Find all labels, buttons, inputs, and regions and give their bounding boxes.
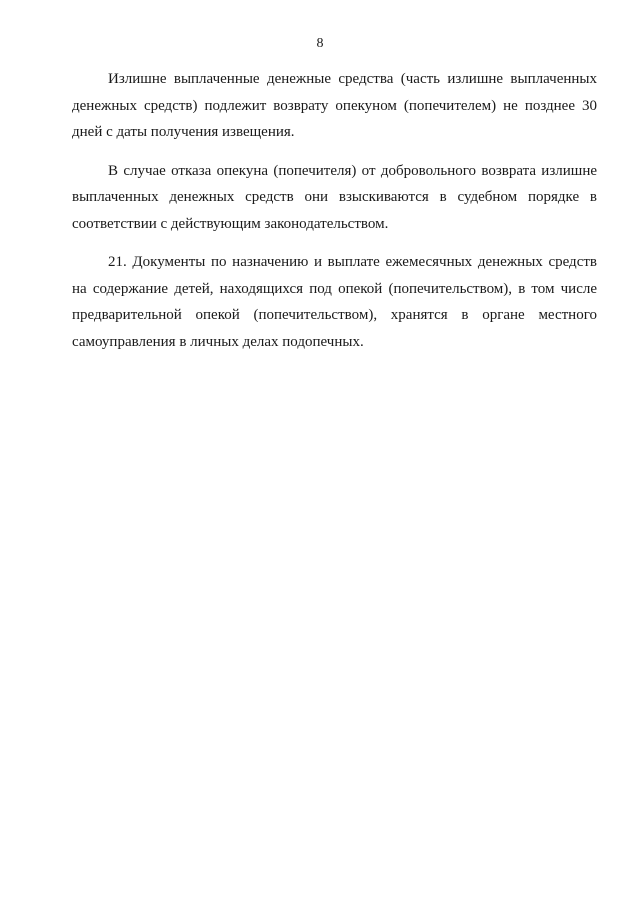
paragraph-overpayment-refund: Излишне выплаченные денежные средства (часть излишне выплаченных денежных средств) подлежит возврату опекуном (попечителем) не позднее 30 дней с даты получения извещения. [72,71,597,140]
paragraph-documents-storage: 21. Документы по назначению и выплате ежемесячных денежных средств на содержание детей, находящихся под опекой (попечительством), в том числе предварительной опекой (попечительством), хранятся в органе местного самоуправления в личных делах подопечных. [72,254,597,350]
paragraph-court-recovery: В случае отказа опекуна (попечителя) от добровольного возврата излишне выплаченных денежных средств они взыскиваются в судебном порядке в соответствии с действующим законодательством. [72,162,597,232]
page-number: 8 [316,36,324,51]
document-body [72,66,597,367]
